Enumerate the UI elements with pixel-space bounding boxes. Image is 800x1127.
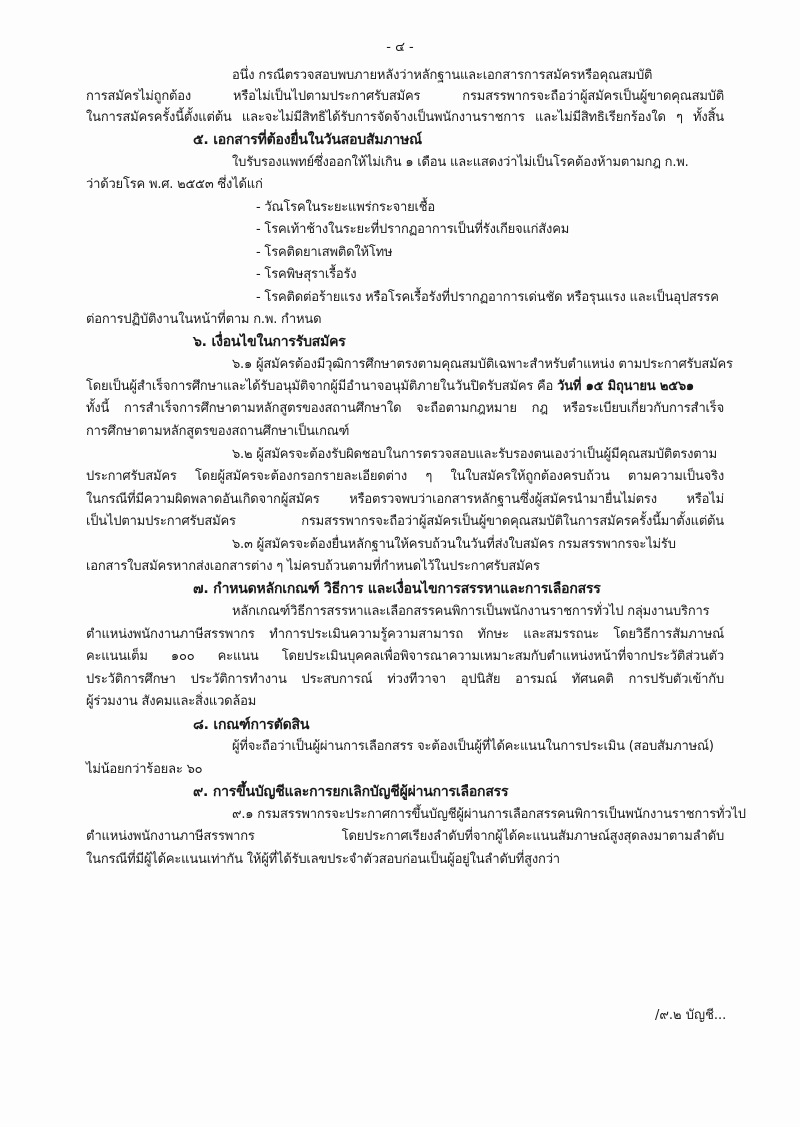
- section-5-list-item: - วัณโรคในระยะแพร่กระจายเชื้อ: [256, 200, 436, 215]
- section-7-heading: ๗. กำหนดหลักเกณฑ์ วิธีการ และเงื่อนไขการสรรหาและการเลือกสรร: [193, 581, 601, 597]
- section-5-list-item: - โรคเท้าช้างในระยะที่ปรากฏอาการเป็นที่รังเกียจแก่สังคม: [256, 222, 570, 237]
- section-7-line-4: ประวัติการศึกษา ประวัติการทำงาน ประสบการณ์ ท่วงทีวาจา อุปนิสัย อารมณ์ ทัศนคติ การปรับตัวเข้ากับ: [86, 672, 724, 687]
- section-6-1-line-2-text: โดยเป็นผู้สำเร็จการศึกษาและได้รับอนุมัติจากผู้มีอำนาจอนุมัติภายในวันปิดรับสมัคร คือ: [86, 379, 558, 394]
- section-7-line-1: หลักเกณฑ์วิธีการสรรหาและเลือกสรรคนพิการเป็นพนักงานราชการทั่วไป กลุ่มงานบริการ: [232, 604, 710, 619]
- section-6-1-line-3: ทั้งนี้ การสำเร็จการศึกษาตามหลักสูตรของสถานศึกษาใด จะถือตามกฎหมาย กฎ หรือระเบียบเกี่ยวกับการสำเร็จ: [86, 401, 724, 416]
- intro-line-2: การสมัครไม่ถูกต้อง หรือไม่เป็นไปตามประกาศรับสมัคร กรมสรรพากรจะถือว่าผู้สมัครเป็นผู้ขาดคุณสมบัติ: [86, 89, 724, 104]
- section-9-1-line-2: ตำแหน่งพนักงานภาษีสรรพากร โดยประกาศเรียงลำดับที่จากผู้ได้คะแนนสัมภาษณ์สูงสุดลงมาตามลำดับ: [86, 829, 724, 844]
- section-6-1-line-4: การศึกษาตามหลักสูตรของสถานศึกษาเป็นเกณฑ์: [86, 424, 350, 439]
- section-5-list-item: - โรคติดยาเสพติดให้โทษ: [256, 245, 393, 260]
- section-5-line-1: ใบรับรองแพทย์ซึ่งออกให้ไม่เกิน ๑ เดือน และแสดงว่าไม่เป็นโรคต้องห้ามตามกฎ ก.พ.: [232, 155, 689, 170]
- section-5-list-item: - โรคพิษสุราเรื้อรัง: [256, 267, 357, 282]
- closing-date: วันที่ ๑๕ มิถุนายน ๒๕๖๑: [557, 379, 694, 394]
- section-9-heading: ๙. การขึ้นบัญชีและการยกเลิกบัญชีผู้ผ่านการเลือกสรร: [193, 784, 509, 800]
- section-6-2-line-2: ประกาศรับสมัคร โดยผู้สมัครจะต้องกรอกรายละเอียดต่าง ๆ ในใบสมัครให้ถูกต้องครบถ้วน ตามความเป็นจริง: [86, 469, 724, 484]
- intro-line-3: ในการสมัครครั้งนี้ตั้งแต่ต้น และจะไม่มีสิทธิได้รับการจัดจ้างเป็นพนักงานราชการ และไม่มีสิทธิเรียกร้องใด ๆ ทั้งสิ้น: [86, 110, 724, 125]
- section-6-heading: ๖. เงื่อนไขในการรับสมัคร: [193, 334, 346, 350]
- section-6-2-line-1: ๖.๒ ผู้สมัครจะต้องรับผิดชอบในการตรวจสอบและรับรองตนเองว่าเป็นผู้มีคุณสมบัติตรงตาม: [232, 447, 718, 462]
- section-5-line-last: ต่อการปฏิบัติงานในหน้าที่ตาม ก.พ. กำหนด: [86, 312, 322, 327]
- section-7-line-5: ผู้ร่วมงาน สังคมและสิ่งแวดล้อม: [86, 694, 257, 709]
- section-7-line-2: ตำแหน่งพนักงานภาษีสรรพากร ทำการประเมินความรู้ความสามารถ ทักษะ และสมรรถนะ โดยวิธีการสัมภาษณ์: [86, 627, 724, 642]
- section-7-line-3: คะแนนเต็ม ๑๐๐ คะแนน โดยประเมินบุคคลเพื่อพิจารณาความเหมาะสมกับตำแหน่งหน้าที่จากประวัติส่วนตัว: [86, 649, 724, 664]
- section-9-1-line-1: ๙.๑ กรมสรรพากรจะประกาศการขึ้นบัญชีผู้ผ่านการเลือกสรรคนพิการเป็นพนักงานราชการทั่วไป: [232, 807, 746, 822]
- continuation-reference: /๙.๒ บัญชี...: [655, 1008, 727, 1023]
- section-6-1-line-1: ๖.๑ ผู้สมัครต้องมีวุฒิการศึกษาตรงตามคุณสมบัติเฉพาะสำหรับตำแหน่ง ตามประกาศรับสมัคร: [232, 357, 733, 372]
- section-9-1-line-3: ในกรณีที่มีผู้ได้คะแนนเท่ากัน ให้ผู้ที่ได้รับเลขประจำตัวสอบก่อนเป็นผู้อยู่ในลำดับที่สูงกว่า: [86, 852, 560, 867]
- section-6-3-line-2: เอกสารใบสมัครหากส่งเอกสารต่าง ๆ ไม่ครบถ้วนตามที่กำหนดไว้ในประกาศรับสมัคร: [86, 559, 540, 574]
- intro-line-1: อนึ่ง กรณีตรวจสอบพบภายหลังว่าหลักฐานและเอกสารการสมัครหรือคุณสมบัติ: [232, 68, 653, 83]
- section-6-2-line-4: เป็นไปตามประกาศรับสมัคร กรมสรรพากรจะถือว่าผู้สมัครเป็นผู้ขาดคุณสมบัติในการสมัครครั้งนี้มาตั้งแต่ต้น: [86, 514, 724, 529]
- section-6-3-line-1: ๖.๓ ผู้สมัครจะต้องยื่นหลักฐานให้ครบถ้วนในวันที่ส่งใบสมัคร กรมสรรพากรจะไม่รับ: [232, 537, 676, 552]
- section-8-heading: ๘. เกณฑ์การตัดสิน: [193, 717, 310, 733]
- section-8-line-2: ไม่น้อยกว่าร้อยละ ๖๐: [86, 762, 203, 777]
- section-5-line-2: ว่าด้วยโรค พ.ศ. ๒๕๕๓ ซึ่งได้แก่: [86, 177, 263, 192]
- section-5-heading: ๕. เอกสารที่ต้องยื่นในวันสอบสัมภาษณ์: [193, 132, 422, 148]
- section-6-2-line-3: ในกรณีที่มีความผิดพลาดอันเกิดจากผู้สมัคร หรือตรวจพบว่าเอกสารหลักฐานซึ่งผู้สมัครนำมายื่นไม่ตรง หรือไม่: [86, 492, 724, 507]
- section-6-1-line-2: [86, 378, 724, 396]
- section-8-line-1: ผู้ที่จะถือว่าเป็นผู้ผ่านการเลือกสรร จะต้องเป็นผู้ที่ได้คะแนนในการประเมิน (สอบสัมภาษณ์): [232, 739, 714, 754]
- page-number: - ๔ -: [386, 40, 414, 55]
- section-5-list-item: - โรคติดต่อร้ายแรง หรือโรคเรื้อรังที่ปรากฏอาการเด่นชัด หรือรุนแรง และเป็นอุปสรรค: [256, 290, 719, 305]
